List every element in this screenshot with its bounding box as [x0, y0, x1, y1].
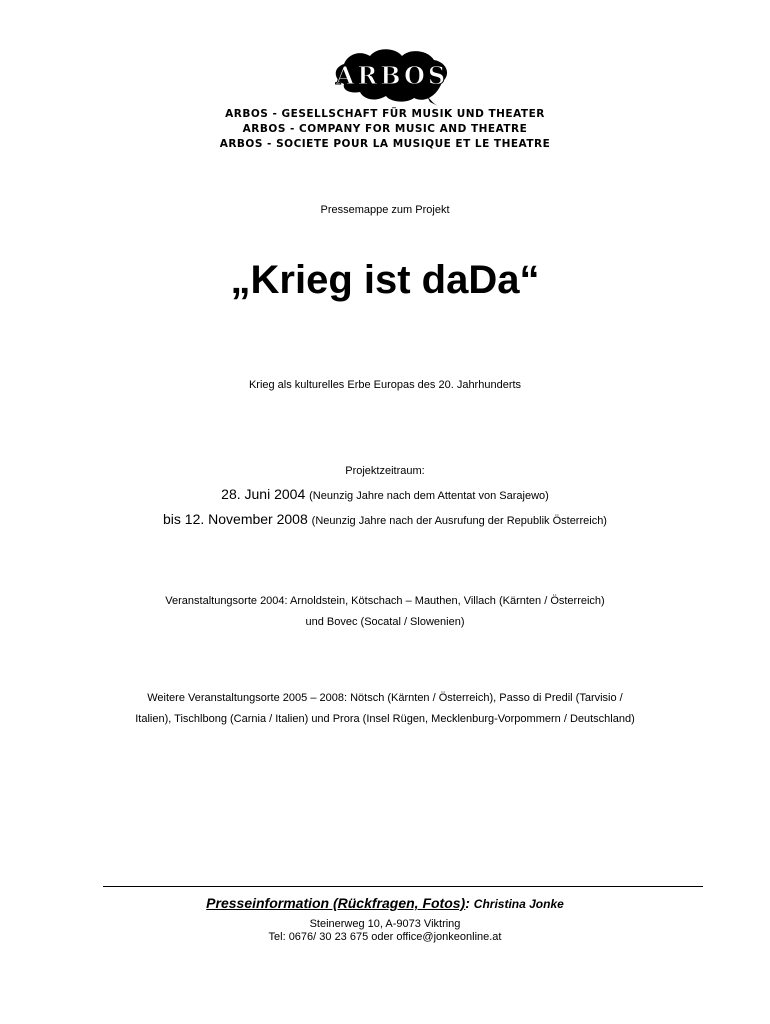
org-line-english: ARBOS - COMPANY FOR MUSIC AND THEATRE — [242, 123, 528, 135]
org-line-french: ARBOS - SOCIETE POUR LA MUSIQUE ET LE THEATRE — [219, 138, 551, 150]
venues-2005-2008 — [0, 688, 770, 730]
contact-phone-email: Tel: 0676/ 30 23 675 oder office@jonkeonline.at — [268, 931, 502, 943]
organization-names — [0, 107, 770, 152]
press-contact-details — [0, 918, 770, 944]
venues-later-line1: Weitere Veranstaltungsorte 2005 – 2008: Nötsch (Kärnten / Österreich), Passo di Predil (Tarvisio / — [147, 692, 623, 704]
footer-divider — [103, 886, 703, 887]
start-date: 28. Juni 2004 — [221, 486, 306, 502]
project-tagline: Krieg als kulturelles Erbe Europas des 20. Jahrhunderts — [248, 379, 522, 391]
project-period-label: Projektzeitraum: — [345, 465, 425, 477]
venues-later-line2: Italien), Tischlbong (Carnia / Italien) und Prora (Insel Rügen, Mecklenburg-Vorpommern / Deutschland) — [135, 713, 635, 725]
project-start-date — [0, 486, 770, 502]
start-date-note: (Neunzig Jahre nach dem Attentat von Sarajewo) — [309, 490, 549, 502]
org-line-german: ARBOS - GESELLSCHAFT FÜR MUSIK UND THEATER — [225, 108, 545, 120]
press-contact-name: Christina Jonke — [473, 897, 564, 911]
press-info-label: Presseinformation (Rückfragen, Fotos) — [206, 895, 466, 911]
project-end-date — [0, 511, 770, 527]
contact-address: Steinerweg 10, A-9073 Viktring — [309, 918, 461, 930]
arbos-logo — [330, 44, 454, 108]
press-kit-subtitle: Pressemappe zum Projekt — [320, 204, 450, 216]
project-title: „Krieg ist daDa“ — [230, 258, 540, 302]
venues-2004 — [0, 591, 770, 633]
press-contact-heading — [0, 895, 770, 911]
logo-wordmark: ARBOS — [335, 61, 449, 90]
end-date: bis 12. November 2008 — [163, 511, 308, 527]
press-info-colon: : — [465, 895, 470, 911]
end-date-note: (Neunzig Jahre nach der Ausrufung der Republik Österreich) — [311, 515, 607, 527]
venues-2004-line2: und Bovec (Socatal / Slowenien) — [305, 616, 465, 628]
venues-2004-line1: Veranstaltungsorte 2004: Arnoldstein, Kötschach – Mauthen, Villach (Kärnten / Österreich) — [165, 595, 605, 607]
